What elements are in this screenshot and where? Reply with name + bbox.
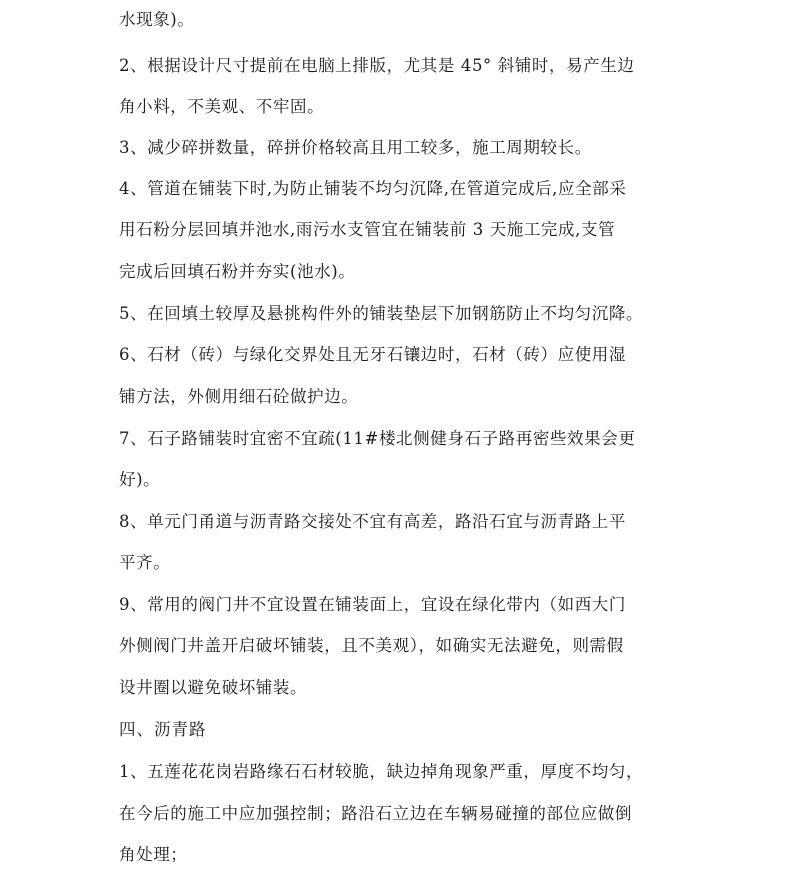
text-line: 铺方法，外侧用细石砼做护边。: [119, 387, 359, 406]
text-line: 3、减少碎拼数量，碎拼价格较高且用工较多，施工周期较长。: [119, 138, 592, 157]
text-line: 2、根据设计尺寸提前在电脑上排版，尤其是 45° 斜铺时，易产生边: [119, 56, 635, 75]
text-line: 6、石材（砖）与绿化交界处且无牙石镶边时，石材（砖）应使用湿: [119, 345, 626, 364]
section-heading: 四、沥青路: [119, 720, 207, 739]
text-line: 8、单元门甬道与沥青路交接处不宜有高差，路沿石宜与沥青路上平: [119, 512, 626, 531]
text-line: 角处理；: [119, 845, 188, 864]
text-line: 4、管道在铺装下时,为防止铺装不均匀沉降,在管道完成后,应全部采: [119, 179, 627, 198]
text-line: 水现象)。: [119, 10, 195, 29]
text-line: 在今后的施工中应加强控制；路沿石立边在车辆易碰撞的部位应做倒: [119, 804, 632, 823]
text-line: 9、常用的阀门井不宜设置在铺装面上，宜设在绿化带内（如西大门: [119, 595, 626, 614]
text-line: 1、五莲花花岗岩路缘石石材较脆，缺边掉角现象严重，厚度不均匀，: [119, 762, 644, 781]
text-line: 7、石子路铺装时宜密不宜疏(11#楼北侧健身石子路再密些效果会更: [119, 429, 636, 448]
text-line: 5、在回填土较厚及悬挑构件外的铺装垫层下加钢筋防止不均匀沉降。: [119, 304, 644, 323]
text-line: 设井圈以避免破坏铺装。: [119, 678, 308, 697]
text-line: 外侧阀门井盖开启破坏铺装，且不美观），如确实无法避免，则需假: [119, 636, 624, 655]
text-line: 角小料，不美观、不牢固。: [119, 97, 325, 116]
text-line: 好)。: [119, 470, 161, 489]
text-line: 完成后回填石粉并夯实(池水)。: [119, 262, 356, 281]
text-line: 用石粉分层回填并池水,雨污水支管宜在铺装前 3 天施工完成,支管: [119, 220, 616, 239]
text-line: 平齐。: [119, 553, 171, 572]
